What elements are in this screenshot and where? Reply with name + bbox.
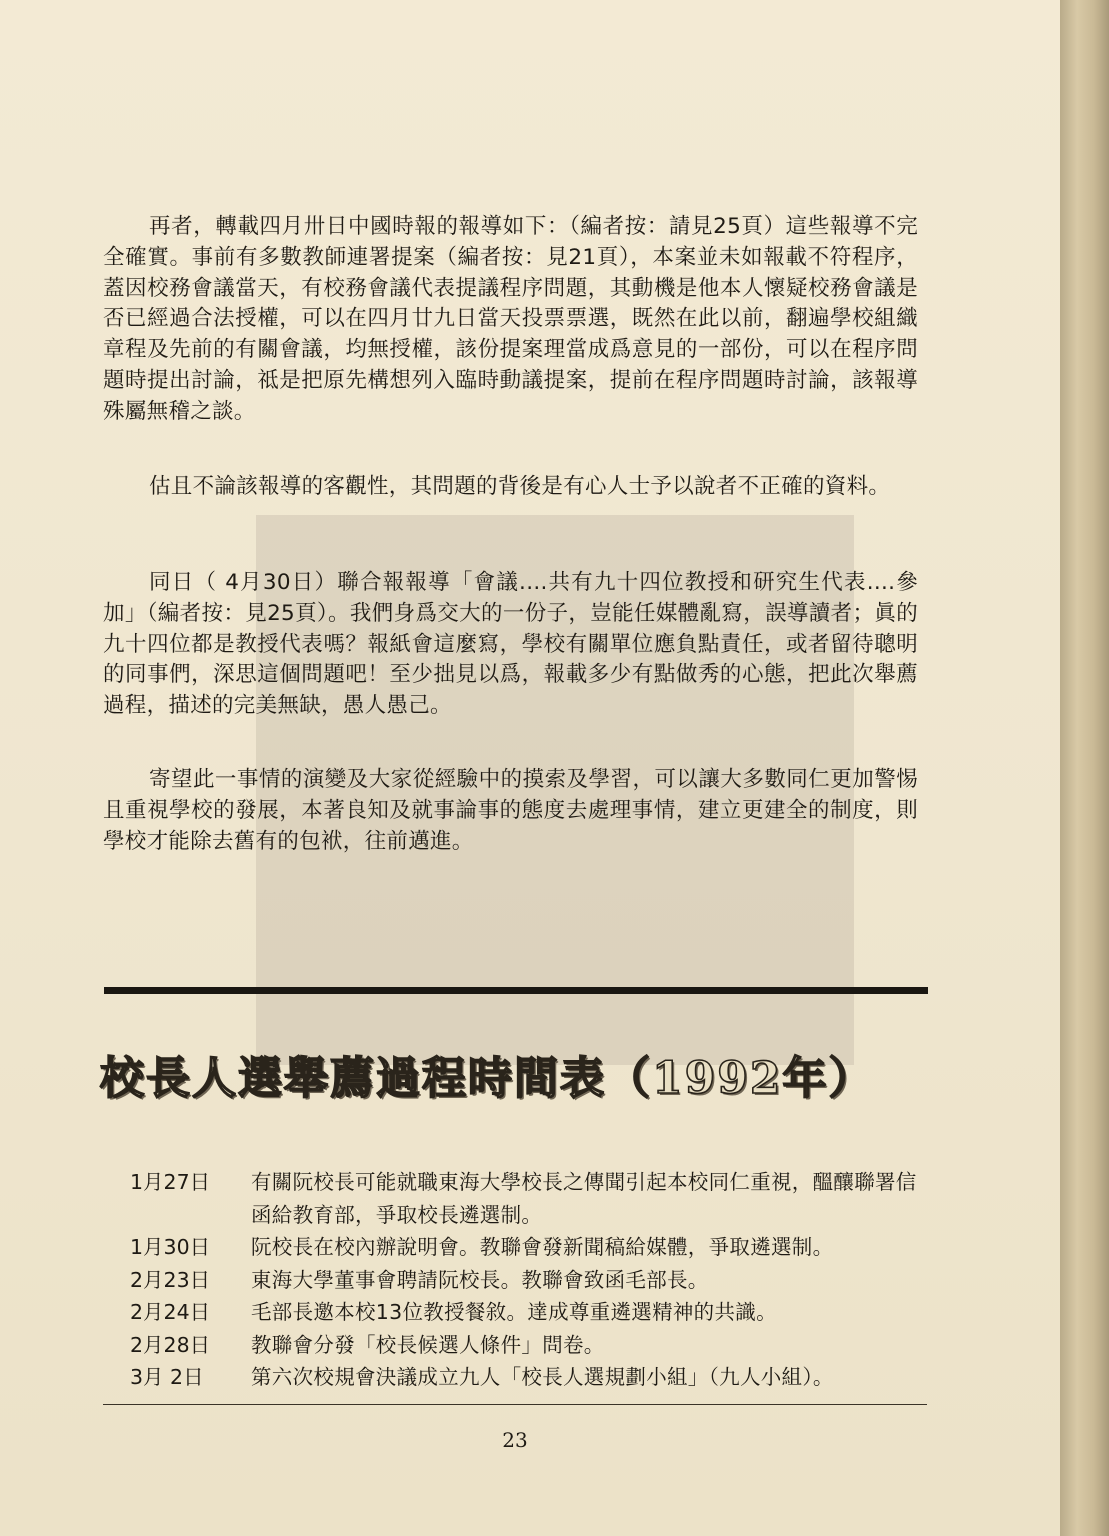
timeline-description: 有關阮校長可能就職東海大學校長之傳聞引起本校同仁重視，醞釀聯署信函給教育部，爭取校長遴選制。	[251, 1170, 917, 1227]
timeline-description: 阮校長在校內辦說明會。教聯會發新聞稿給媒體，爭取遴選制。	[251, 1235, 834, 1259]
body-paragraph-3: 同日（ 4月30日）聯合報報導「會議....共有九十四位教授和研究生代表....參加」（編者按：見25頁）。我們身爲交大的一份子，豈能任媒體亂寫，誤導讀者；眞的九十四位都是教授代表嗎？報紙會這麼寫，學校有關單位應負點責任，或者留待聰明的同事們，深思這個問題吧！至少拙見以爲，報載多少有點做秀的心態，把此次舉薦過程，描述的完美無缺，愚人愚己。	[103, 570, 918, 719]
timeline-date: 2月28日	[130, 1332, 211, 1357]
footer-divider	[103, 1404, 927, 1405]
timeline-date: 1月27日	[130, 1170, 211, 1194]
body-paragraph-1: 再者，轉載四月卅日中國時報的報導如下：（編者按：請見25頁）這些報導不完全確實。事前有多數教師連署提案（編者按：見21頁），本案並未如報載不符程序，蓋因校務會議當天，有校務會議代表提議程序問題，其動機是他本人懷疑校務會議是否已經過合法授權，可以在四月廿九日當天投票票選，既然在此以前，翻遍學校組織章程及先前的有關會議，均無授權，該份提案理當成爲意見的一部份，可以在程序問題時提出討論，祗是把原先構想列入臨時動議提案，提前在程序問題時討論，該報導殊屬無稽之談。	[103, 214, 918, 424]
timeline-description: 東海大學董事會聘請阮校長。教聯會致函毛部長。	[251, 1267, 709, 1292]
section-title: 校長人選舉薦過程時間表（1992年）	[100, 1053, 875, 1104]
timeline-description: 第六次校規會決議成立九人「校長人選規劃小組」（九人小組）。	[251, 1365, 834, 1389]
timeline-entry	[130, 1361, 930, 1394]
section-divider	[104, 987, 928, 994]
timeline-date: 2月24日	[130, 1300, 211, 1324]
timeline-entry	[130, 1329, 930, 1362]
body-paragraph-4: 寄望此一事情的演變及大家從經驗中的摸索及學習，可以讓大多數同仁更加警惕且重視學校的發展，本著良知及就事論事的態度去處理事情，建立更建全的制度，則學校才能除去舊有的包袱，往前邁進。	[103, 767, 918, 854]
timeline-date: 1月30日	[130, 1235, 211, 1259]
book-spine-edge	[1060, 0, 1109, 1536]
timeline-entry	[130, 1166, 930, 1231]
timeline-list	[130, 1166, 930, 1394]
timeline-entry	[130, 1264, 930, 1297]
page-number: 23	[502, 1428, 528, 1452]
timeline-date: 3月 2日	[130, 1365, 204, 1389]
timeline-description: 教聯會分發「校長候選人條件」問卷。	[251, 1332, 605, 1357]
timeline-entry	[130, 1296, 930, 1329]
body-paragraph-2: 估且不論該報導的客觀性，其問題的背後是有心人士予以說者不正確的資料。	[149, 474, 891, 499]
timeline-description: 毛部長邀本校13位教授餐敘。達成尊重遴選精神的共識。	[251, 1300, 777, 1324]
timeline-date: 2月23日	[130, 1267, 211, 1292]
timeline-entry	[130, 1231, 930, 1264]
